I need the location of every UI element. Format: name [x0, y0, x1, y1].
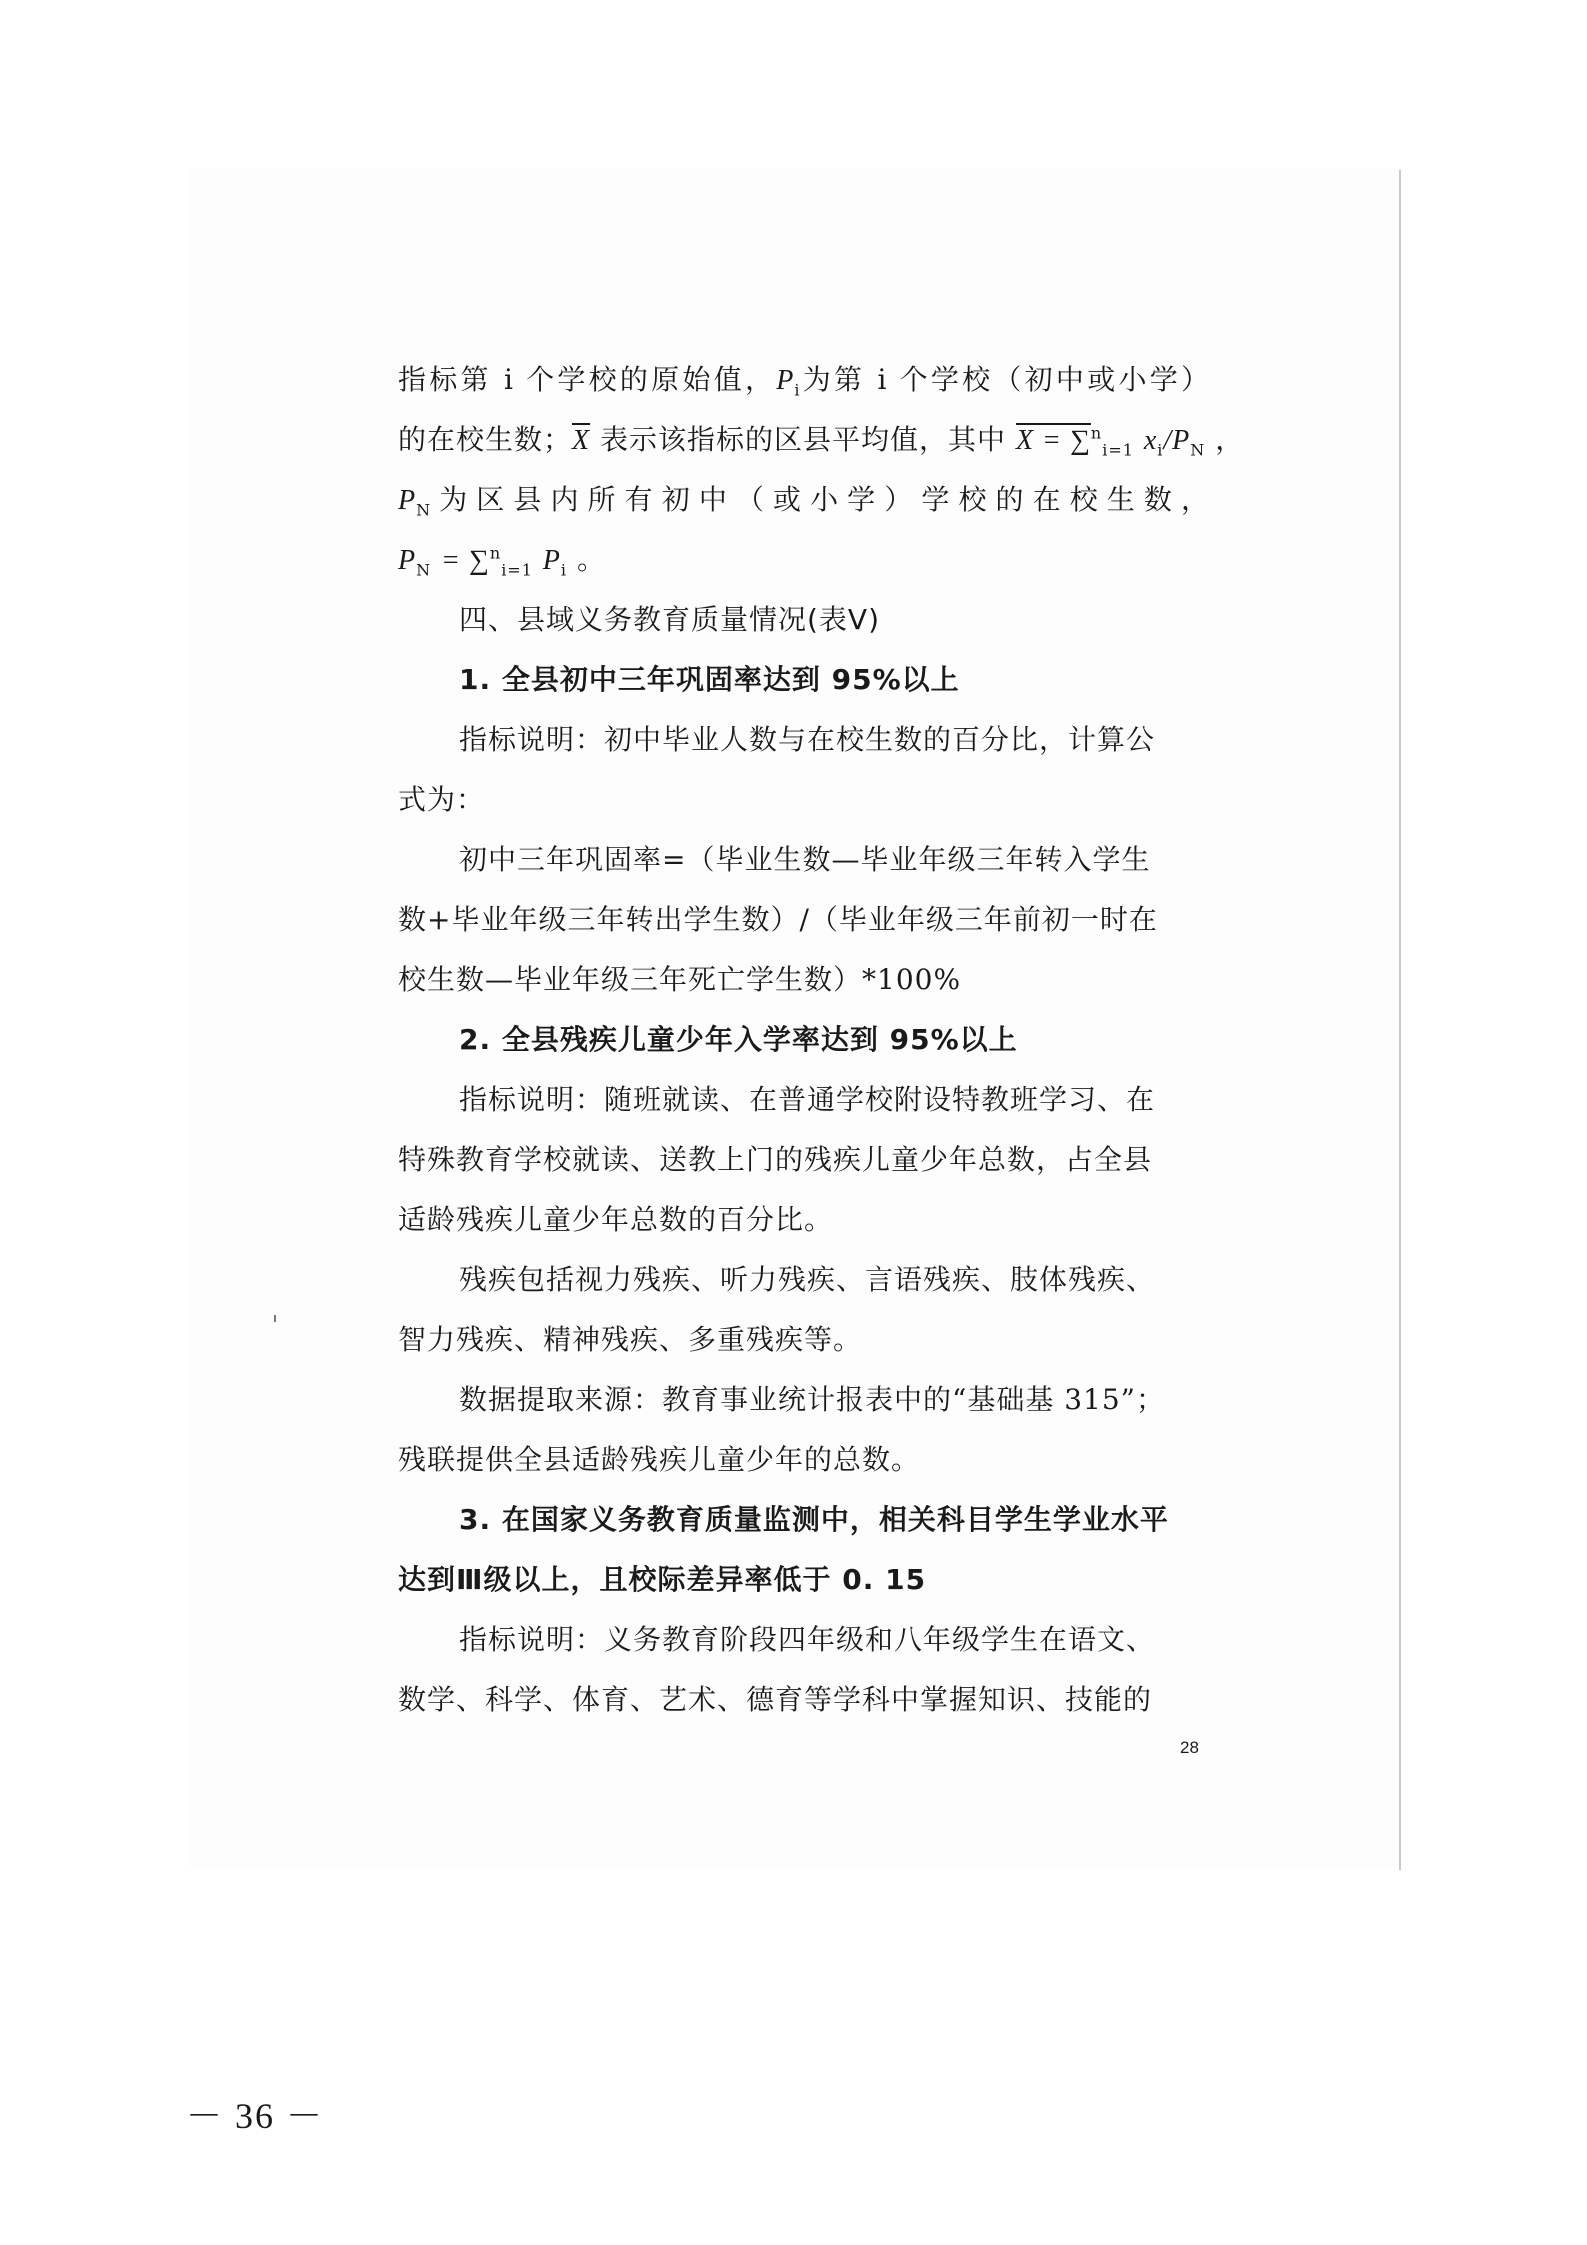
paragraph-line: 残联提供全县适龄残疾儿童少年的总数。: [398, 1443, 921, 1476]
text: 表示该指标的区县平均值，其中: [600, 423, 1007, 456]
paragraph-line: 指标说明：义务教育阶段四年级和八年级学生在语文、: [459, 1623, 1156, 1656]
math-sub: N: [416, 560, 432, 580]
paragraph-line: 数据提取来源：教育事业统计报表中的“基础基 315”；: [459, 1383, 1165, 1416]
text: 为第 i 个学校（初中或小学）: [800, 363, 1210, 396]
paragraph-line: 校生数—毕业年级三年死亡学生数）*100%: [398, 963, 962, 996]
text: 指标第 i 个学校的原始值，: [398, 363, 777, 396]
page-edge-shadow: [1399, 170, 1401, 1870]
formula-line-1: [398, 350, 1210, 410]
math-var: P: [776, 365, 795, 396]
paragraph-line: 指标说明：随班就读、在普通学校附设特教班学习、在: [459, 1083, 1156, 1116]
math-sup: n: [489, 543, 502, 563]
scan-speck: [274, 1315, 276, 1322]
math-xbar: $\overline{X}$: [572, 425, 591, 456]
item-3-heading-cont: 达到Ⅲ级以上，且校际差异率低于 0. 15: [398, 1563, 927, 1596]
text: 。: [576, 543, 606, 576]
text: ，: [1215, 423, 1245, 456]
text: 的在校生数；: [398, 423, 573, 456]
item-3-heading: 3. 在国家义务教育质量监测中，相关科目学生学业水平: [459, 1503, 1169, 1536]
paragraph-line: 适龄残疾儿童少年总数的百分比。: [398, 1203, 834, 1236]
document-body: [398, 350, 1245, 1730]
math-formula: X = ∑: [1015, 425, 1091, 456]
math-var: P: [398, 485, 417, 516]
math-sub: i: [1157, 440, 1164, 460]
formula-line-4: [398, 530, 1210, 590]
inner-page-number: 28: [1180, 1738, 1199, 1757]
math-sub: N: [416, 500, 432, 520]
formula-line-3: [398, 470, 1210, 530]
math-var: /P: [1163, 425, 1191, 456]
paragraph-line: 式为：: [398, 783, 486, 816]
math-sub: i=1: [501, 560, 533, 580]
math-sub: i: [560, 560, 568, 580]
math-var: P: [398, 545, 417, 576]
paragraph-line: 数学、科学、体育、艺术、德育等学科中掌握知识、技能的: [398, 1683, 1153, 1716]
section-heading: 四、县域义务教育质量情况(表Ⅴ): [459, 603, 881, 636]
paragraph-line: 智力残疾、精神残疾、多重残疾等。: [398, 1323, 863, 1356]
item-1-heading: 1. 全县初中三年巩固率达到 95%以上: [459, 663, 960, 696]
math-sub: i: [794, 380, 801, 400]
item-2-heading: 2. 全县残疾儿童少年入学率达到 95%以上: [459, 1023, 1018, 1056]
paragraph-line: 残疾包括视力残疾、听力残疾、言语残疾、肢体残疾、: [459, 1263, 1156, 1296]
math-sub: i=1: [1102, 440, 1134, 460]
math-sub: N: [1190, 440, 1206, 460]
math-eq: = ∑: [441, 545, 490, 576]
paragraph-line: 指标说明：初中毕业人数与在校生数的百分比，计算公: [459, 723, 1156, 756]
paragraph-line: 特殊教育学校就读、送教上门的残疾儿童少年总数，占全县: [398, 1143, 1153, 1176]
outer-page-number: － 36 －: [186, 2096, 325, 2136]
text: 为区县内所有初中（或小学）学校的在校生数，: [431, 483, 1210, 516]
paragraph-line: 初中三年巩固率=（毕业生数—毕业年级三年转入学生: [459, 843, 1151, 876]
formula-line-2: [398, 410, 1245, 470]
math-var: P: [542, 545, 561, 576]
paragraph-line: 数+毕业年级三年转出学生数）/（毕业年级三年前初一时在: [398, 903, 1158, 936]
math-var: x: [1143, 425, 1158, 456]
math-sup: n: [1090, 423, 1103, 443]
